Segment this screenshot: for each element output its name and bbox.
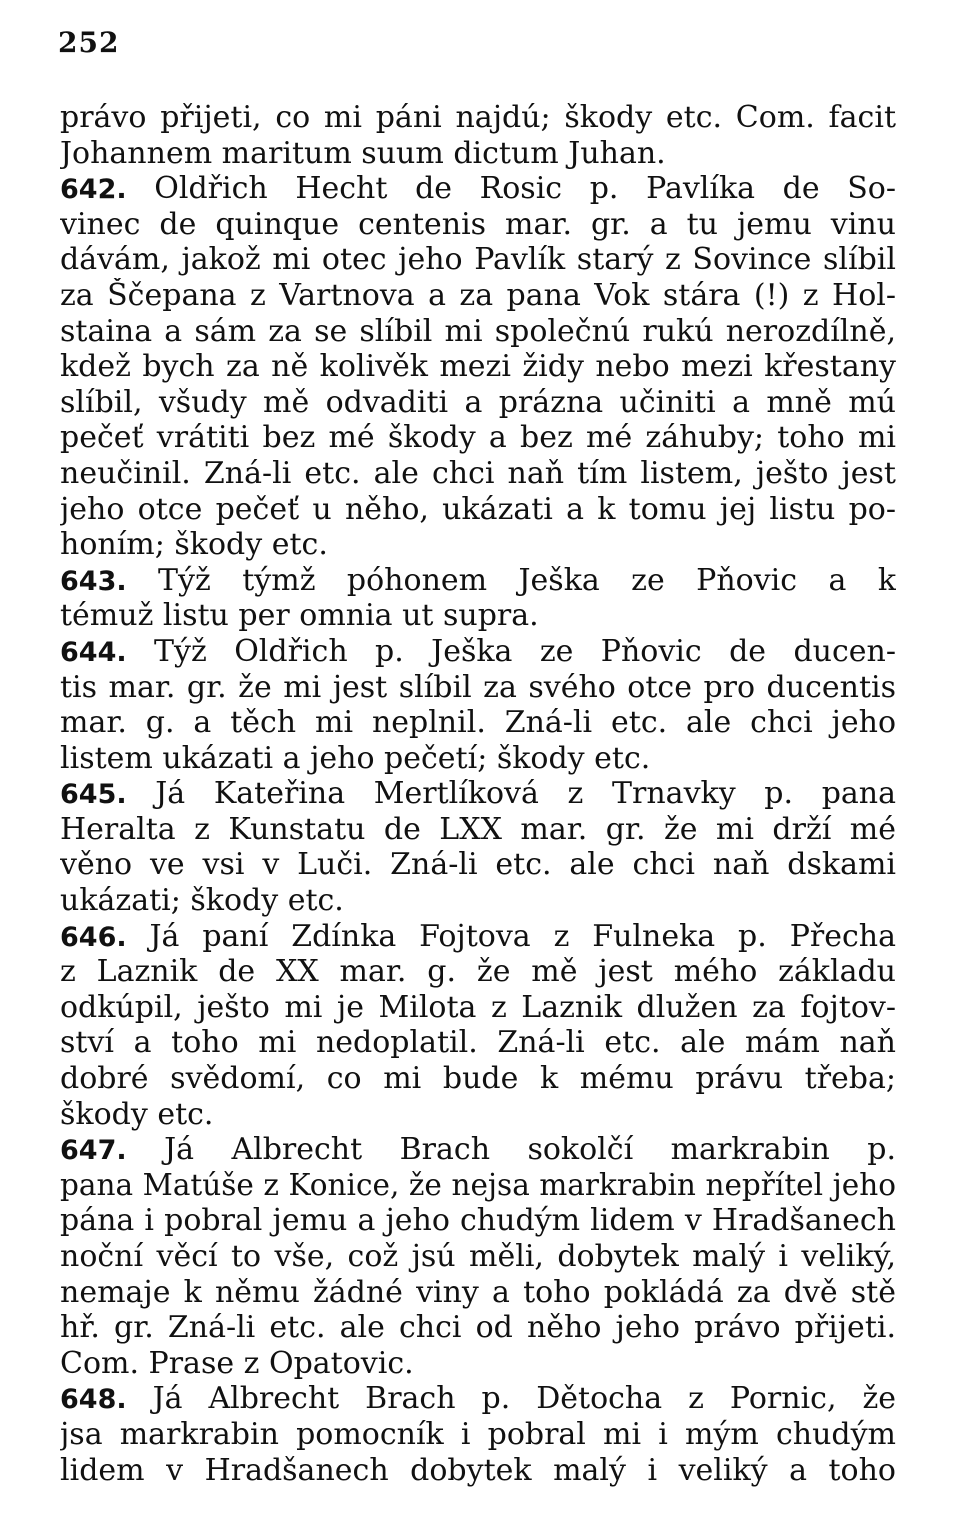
entry-number: 642. xyxy=(60,174,127,206)
line-text: lidem v Hradšanech dobytek malý i veliký a toho xyxy=(60,1452,896,1488)
text-line xyxy=(60,1025,896,1061)
line-text: staina a sám za se slíbil mi společnú rukú nerozdílně, xyxy=(60,313,896,349)
text-line xyxy=(60,705,896,741)
text-line xyxy=(60,1239,896,1275)
text-line xyxy=(60,990,896,1026)
text-line xyxy=(60,1168,896,1204)
line-text: ukázati; škody etc. xyxy=(60,883,344,919)
line-text: Já Albrecht Brach sokolčí markrabin p. xyxy=(126,1132,896,1168)
line-text: Týž Oldřich p. Ješka ze Pňovic de ducen- xyxy=(126,633,896,669)
line-text: jeho otce pečeť u něho, ukázati a k tomu jej listu po- xyxy=(60,491,896,527)
line-text: škody etc. xyxy=(60,1096,214,1132)
entry-first-line xyxy=(60,171,896,207)
text-line xyxy=(60,314,896,350)
text-line xyxy=(60,1203,896,1239)
entry-number: 644. xyxy=(60,636,127,668)
text-line xyxy=(60,670,896,706)
line-text: Com. Prase z Opatovic. xyxy=(60,1345,414,1381)
entry-number: 643. xyxy=(60,565,127,597)
line-text: Heralta z Kunstatu de LXX mar. gr. že mi drží mé xyxy=(60,811,896,847)
entry-number: 646. xyxy=(60,921,127,953)
entry-first-line xyxy=(60,919,896,955)
entry-first-line xyxy=(60,776,896,812)
entry-first-line xyxy=(60,634,896,670)
text-line xyxy=(60,1310,896,1346)
entry-first-line xyxy=(60,1132,896,1168)
line-text: dobré svědomí, co mi bude k mému právu třeba; xyxy=(60,1061,896,1097)
line-text: noční věcí to vše, což jsú měli, dobytek malý i veliký, xyxy=(60,1239,896,1274)
line-text: pana Matúše z Konice, že nejsa markrabin nepřítel jeho xyxy=(60,1167,896,1202)
text-line xyxy=(60,954,896,990)
line-text: honím; škody etc. xyxy=(60,527,328,563)
text-line xyxy=(60,812,896,848)
text-line xyxy=(60,741,896,777)
text-line xyxy=(60,242,896,278)
page-text xyxy=(60,100,896,1488)
entry-number: 648. xyxy=(60,1384,127,1416)
line-text: Já Albrecht Brach p. Dětocha z Pornic, že xyxy=(126,1381,896,1417)
text-line xyxy=(60,1417,896,1453)
text-line xyxy=(60,1346,896,1382)
text-line xyxy=(60,527,896,563)
entry-first-line xyxy=(60,1381,896,1417)
text-line xyxy=(60,349,896,385)
text-line xyxy=(60,456,896,492)
line-text: jsa markrabin pomocník i pobral mi i mým chudým xyxy=(60,1416,896,1452)
line-text: za Ščepana z Vartnova a za pana Vok stára (!) z Hol- xyxy=(60,277,896,313)
line-text: pečeť vrátiti bez mé škody a bez mé záhuby; toho mi xyxy=(60,420,896,456)
entry-first-line xyxy=(60,563,896,599)
line-text: témuž listu per omnia ut supra. xyxy=(60,598,539,634)
line-text: Týž týmž póhonem Ješka ze Pňovic a k xyxy=(126,562,896,598)
text-line xyxy=(60,100,896,136)
text-line xyxy=(60,136,896,172)
entry-number: 645. xyxy=(60,779,127,811)
line-text: věno ve vsi v Luči. Zná-li etc. ale chci naň dskami xyxy=(60,847,896,883)
line-text: nemaje k němu žádné viny a toho pokládá za dvě stě xyxy=(60,1274,896,1310)
page-number: 252 xyxy=(58,26,120,59)
line-text: mar. g. a těch mi neplnil. Zná-li etc. ale chci jeho xyxy=(60,705,896,741)
entry-number: 647. xyxy=(60,1135,127,1167)
line-text: vinec de quinque centenis mar. gr. a tu jemu vinu xyxy=(60,206,896,242)
line-text: listem ukázati a jeho pečetí; škody etc. xyxy=(60,740,651,776)
line-text: z Laznik de XX mar. g. že mě jest mého základu xyxy=(60,954,896,990)
line-text: Oldřich Hecht de Rosic p. Pavlíka de So- xyxy=(126,171,896,207)
text-line xyxy=(60,207,896,243)
text-line xyxy=(60,1097,896,1133)
line-text: Johannem maritum suum dictum Juhan. xyxy=(60,135,666,171)
line-text: Já paní Zdínka Fojtova z Fulneka p. Přecha xyxy=(126,918,896,954)
line-text: hř. gr. Zná-li etc. ale chci od něho jeho právo přijeti. xyxy=(60,1310,896,1346)
text-line xyxy=(60,847,896,883)
text-line xyxy=(60,420,896,456)
text-line xyxy=(60,598,896,634)
line-text: dávám, jakož mi otec jeho Pavlík starý z Sovince slíbil xyxy=(60,242,896,278)
line-text: neučinil. Zná-li etc. ale chci naň tím listem, ješto jest xyxy=(60,455,896,491)
text-line xyxy=(60,883,896,919)
line-text: slíbil, všudy mě odvaditi a prázna učiniti a mně mú xyxy=(60,384,896,420)
text-line xyxy=(60,385,896,421)
line-text: pána i pobral jemu a jeho chudým lidem v Hradšanech xyxy=(60,1203,896,1239)
line-text: tis mar. gr. že mi jest slíbil za svého otce pro ducentis xyxy=(60,669,896,705)
line-text: kdež bych za ně kolivěk mezi židy nebo mezi křestany xyxy=(60,349,896,385)
line-text: právo přijeti, co mi páni najdú; škody etc. Com. facit xyxy=(60,100,896,135)
line-text: Já Kateřina Mertlíková z Trnavky p. pana xyxy=(126,776,896,812)
text-line xyxy=(60,1061,896,1097)
text-line xyxy=(60,1453,896,1489)
line-text: odkúpil, ješto mi je Milota z Laznik dlužen za fojtov- xyxy=(60,989,896,1025)
text-line xyxy=(60,278,896,314)
line-text: ství a toho mi nedoplatil. Zná-li etc. ale mám naň xyxy=(60,1025,896,1061)
text-line xyxy=(60,492,896,528)
text-line xyxy=(60,1275,896,1311)
